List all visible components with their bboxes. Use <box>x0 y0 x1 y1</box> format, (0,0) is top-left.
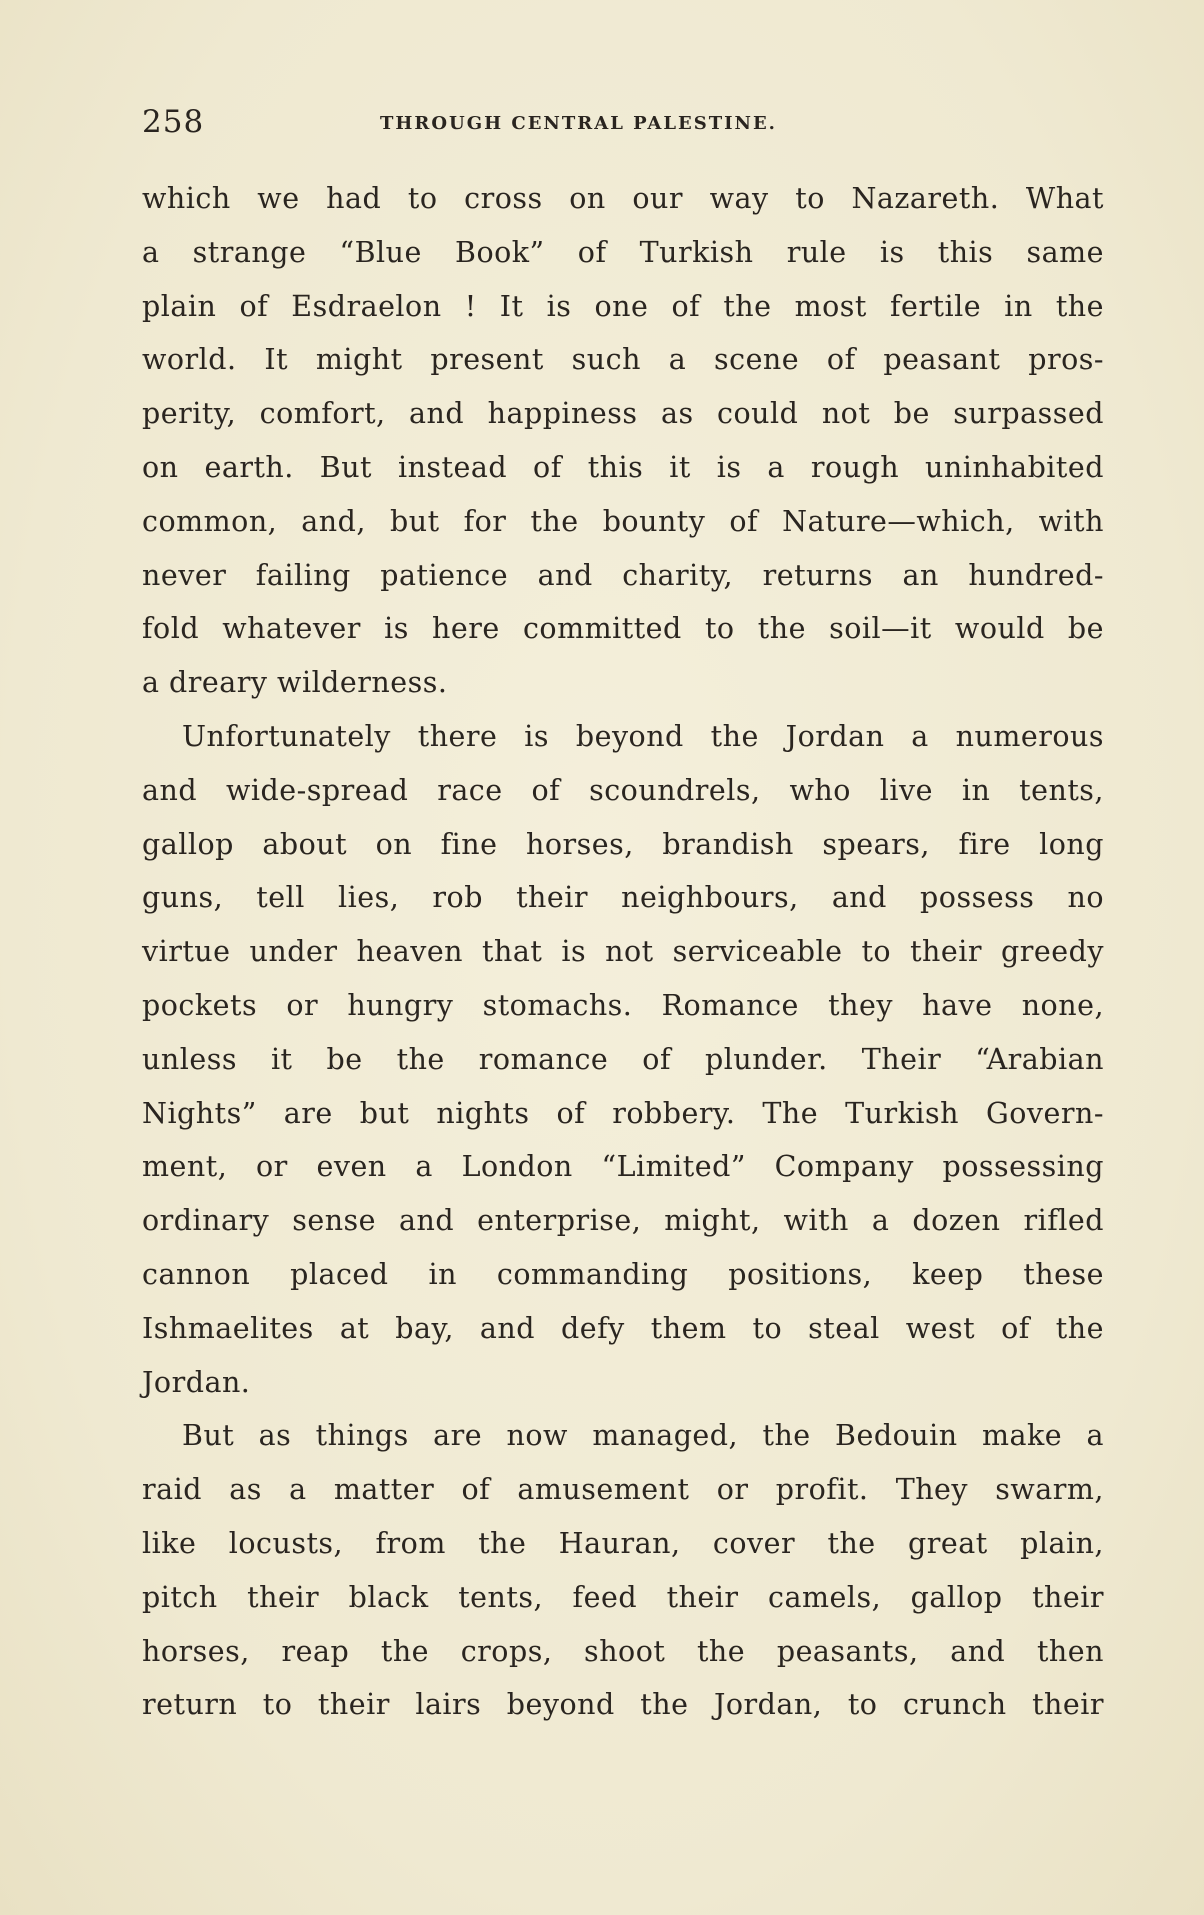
text-line: like locusts, from the Hauran, cover the great plain, <box>142 1526 1104 1560</box>
text-line: a strange “Blue Book” of Turkish rule is this same <box>142 235 1104 269</box>
text-line: a dreary wilderness. <box>142 666 448 700</box>
text-line: Ishmaelites at bay, and defy them to steal west of the <box>142 1311 1104 1345</box>
running-title: THROUGH CENTRAL PALESTINE. <box>380 113 777 134</box>
text-line: common, and, but for the bounty of Nature—which, with <box>142 504 1104 538</box>
text-line: gallop about on fine horses, brandish spears, fire long <box>142 827 1104 861</box>
running-head <box>142 104 1104 144</box>
text-line: pitch their black tents, feed their camels, gallop their <box>142 1580 1104 1614</box>
text-line: perity, comfort, and happiness as could not be surpassed <box>142 397 1104 431</box>
text-line: ment, or even a London “Limited” Company possessing <box>142 1150 1104 1184</box>
text-line: unless it be the romance of plunder. Their “Arabian <box>142 1042 1104 1076</box>
text-line: ordinary sense and enterprise, might, with a dozen rifled <box>142 1204 1104 1238</box>
paragraph-start-line: Unfortunately there is beyond the Jordan a numerous <box>182 719 1104 753</box>
text-line: world. It might present such a scene of peasant pros- <box>142 343 1104 377</box>
text-line: Jordan. <box>142 1365 251 1399</box>
paragraph-start-line: But as things are now managed, the Bedouin make a <box>182 1419 1104 1453</box>
text-line: on earth. But instead of this it is a rough uninhabited <box>142 450 1104 484</box>
text-line: never failing patience and charity, returns an hundred- <box>142 558 1104 592</box>
text-line: return to their lairs beyond the Jordan, to crunch their <box>142 1688 1104 1722</box>
text-line: virtue under heaven that is not serviceable to their greedy <box>142 935 1104 969</box>
text-line: and wide-spread race of scoundrels, who live in tents, <box>142 773 1104 807</box>
text-line: cannon placed in commanding positions, keep these <box>142 1257 1104 1291</box>
text-line: which we had to cross on our way to Nazareth. What <box>142 182 1104 215</box>
text-line: horses, reap the crops, shoot the peasants, and then <box>142 1634 1104 1668</box>
text-line: raid as a matter of amusement or profit. They swarm, <box>142 1473 1104 1507</box>
body-text <box>142 172 1104 1732</box>
text-line: guns, tell lies, rob their neighbours, and possess no <box>142 881 1104 915</box>
page-number: 258 <box>142 104 205 140</box>
text-line: plain of Esdraelon ! It is one of the most fertile in the <box>142 289 1104 323</box>
text-line: pockets or hungry stomachs. Romance they have none, <box>142 988 1104 1022</box>
text-line: fold whatever is here committed to the soil—it would be <box>142 612 1104 646</box>
text-line: Nights” are but nights of robbery. The Turkish Govern- <box>142 1096 1104 1130</box>
